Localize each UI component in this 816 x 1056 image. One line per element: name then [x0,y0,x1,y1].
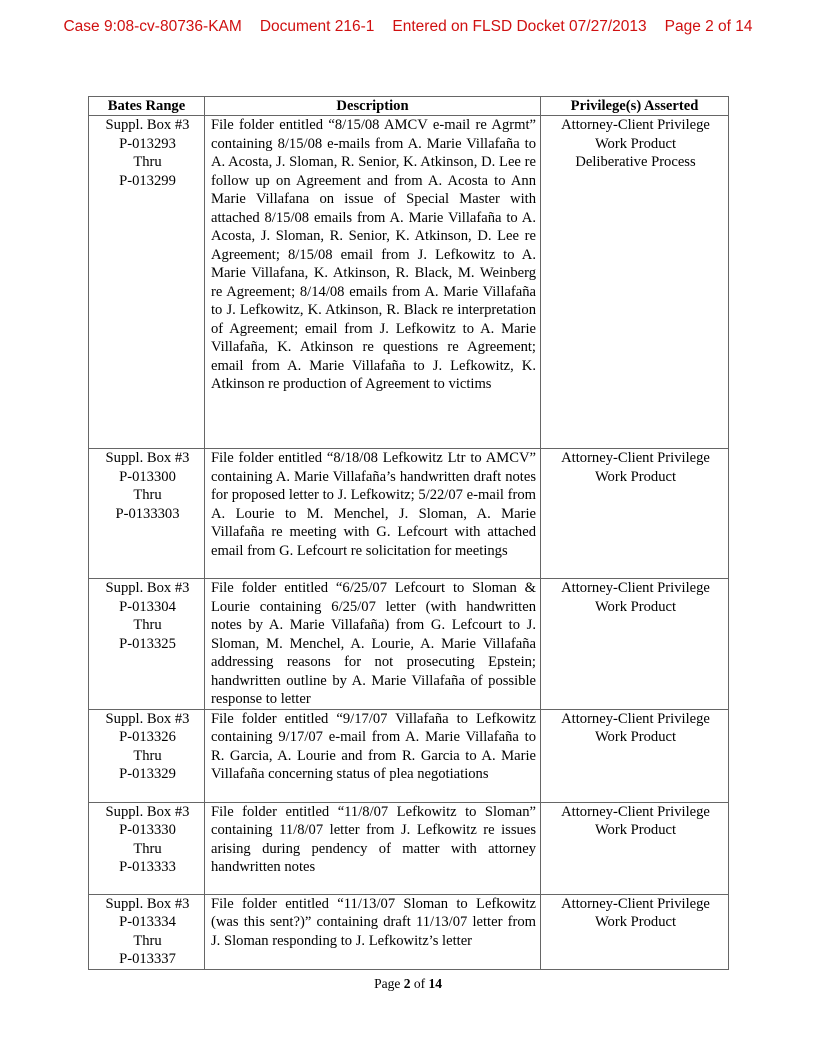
table-header-row [89,97,729,116]
table-row [89,449,729,579]
case-number: Case 9:08-cv-80736-KAM [63,18,242,35]
bates-range-cell [89,802,205,894]
column-header-description: Description [205,97,541,116]
description-cell: File folder entitled “9/17/07 Villafaña to Lefkowitz containing 9/17/07 e-mail from A. Marie Villafaña to R. Garcia, A. Lourie and from R. Garcia to A. Marie Villafaña concerning status of plea negotiations [205,709,541,802]
bates-start: P-013304 [119,598,176,615]
bates-box: Suppl. Box #3 [105,895,190,912]
privilege-item: Work Product [594,135,677,152]
footer-total-pages: 14 [428,976,442,991]
privilege-item: Attorney-Client Privilege [561,895,710,912]
page-footer [0,976,816,992]
privileges-cell [541,116,729,449]
bates-end: P-013333 [119,859,176,875]
bates-box: Suppl. Box #3 [105,580,190,596]
bates-box: Suppl. Box #3 [105,710,190,727]
description-cell: File folder entitled “11/13/07 Sloman to Lefkowitz (was this sent?)” containing draft 11/13/07 letter from J. Sloman responding to J. Lefkowitz’s letter [205,894,541,969]
description-cell: File folder entitled “6/25/07 Lefcourt to Sloman & Lourie containing 6/25/07 letter (with handwritten notes by A. Marie Villafaña) from G. Lefcourt to J. Sloman, M. Menchel, A. Lourie, A. Marie Villafaña addressing reasons for not prosecuting Epstein; handwritten outline by A. Marie Villafaña of possible response to letter [205,579,541,710]
privileges-cell [541,709,729,802]
bates-box: Suppl. Box #3 [105,117,190,133]
bates-thru: Thru [133,932,162,949]
bates-end: P-013337 [119,951,176,967]
bates-range-cell [89,116,205,449]
description-cell: File folder entitled “11/8/07 Lefkowitz to Sloman” containing 11/8/07 letter from J. Lefkowitz re issues arising during pendency of matter with attorney handwritten notes [205,802,541,894]
privilege-item: Attorney-Client Privilege [561,117,710,133]
bates-thru: Thru [133,617,162,633]
privileges-cell [541,579,729,710]
privileges-cell [541,449,729,579]
table-row [89,116,729,449]
bates-start: P-013330 [119,822,176,838]
table-row [89,709,729,802]
description-cell: File folder entitled “8/15/08 AMCV e-mail re Agrmt” containing 8/15/08 e-mails from A. Marie Villafaña to A. Acosta, J. Sloman, R. Senior, K. Atkinson, D. Lee re follow up on Agreement and from A. Acosta to Ann Marie Villafana on issue of Special Master with attached 8/15/08 emails from A. Marie Villafaña to A. Acosta, J. Sloman, R. Senior, K. Atkinson, D. Lee re Agreement; 8/15/08 email from J. Lefkowitz to A. Marie Villafana, K. Atkinson, R. Black, M. Weinberg re Agreement; 8/14/08 emails from A. Marie Villafaña to J. Lefkowitz, K. Atkinson, R. Black re interpretation of Agreement; email from J. Lefkowitz to A. Marie Villafaña, K. Atkinson re questions re Agreement; email from A. Marie Villafaña to J. Lefkowitz, K. Atkinson re production of Agreement to victims [205,116,541,449]
table-row [89,894,729,969]
footer-current-page: 2 [403,976,411,991]
bates-thru: Thru [133,747,162,764]
privilege-item: Work Product [594,822,677,838]
bates-start: P-013293 [119,135,176,152]
privilege-item: Work Product [594,468,677,485]
privilege-log-table [88,96,729,970]
bates-thru: Thru [133,154,162,170]
footer-page-prefix: Page [374,976,404,991]
privilege-item: Work Product [594,914,677,930]
privilege-item: Deliberative Process [575,154,696,170]
bates-start: P-013300 [119,468,176,485]
bates-range-cell [89,894,205,969]
bates-start: P-013326 [119,729,176,745]
privilege-item: Attorney-Client Privilege [561,803,710,820]
case-header [0,18,816,36]
privilege-item: Attorney-Client Privilege [561,710,710,727]
bates-end: P-0133303 [115,505,180,522]
header-page-number: Page 2 of 14 [664,18,753,35]
privileges-cell [541,802,729,894]
table-row [89,579,729,710]
bates-thru: Thru [133,840,162,857]
bates-thru: Thru [133,487,162,503]
bates-start: P-013334 [119,914,176,930]
column-header-privileges: Privilege(s) Asserted [541,97,729,116]
privilege-item: Attorney-Client Privilege [561,450,710,466]
docket-entry: Entered on FLSD Docket 07/27/2013 [392,18,647,35]
bates-range-cell [89,449,205,579]
bates-range-cell [89,579,205,710]
privileges-cell [541,894,729,969]
privilege-item: Work Product [594,729,677,745]
bates-end: P-013299 [119,172,176,189]
footer-page-of: of [410,976,429,991]
bates-end: P-013329 [119,766,176,782]
bates-end: P-013325 [119,635,176,652]
bates-box: Suppl. Box #3 [105,803,190,820]
description-cell: File folder entitled “8/18/08 Lefkowitz Ltr to AMCV” containing A. Marie Villafaña’s handwritten draft notes for proposed letter to J. Lefkowitz; 5/22/07 e-mail from A. Lourie to M. Menchel, J. Sloman, A. Marie Villafaña re meeting with G. Lefcourt with attached email from G. Lefcourt re solicitation for meetings [205,449,541,579]
document-number: Document 216-1 [259,18,375,35]
bates-box: Suppl. Box #3 [105,450,190,466]
privilege-item: Work Product [594,598,677,615]
table-row [89,802,729,894]
column-header-bates: Bates Range [89,97,205,116]
bates-range-cell [89,709,205,802]
privilege-item: Attorney-Client Privilege [561,580,710,596]
